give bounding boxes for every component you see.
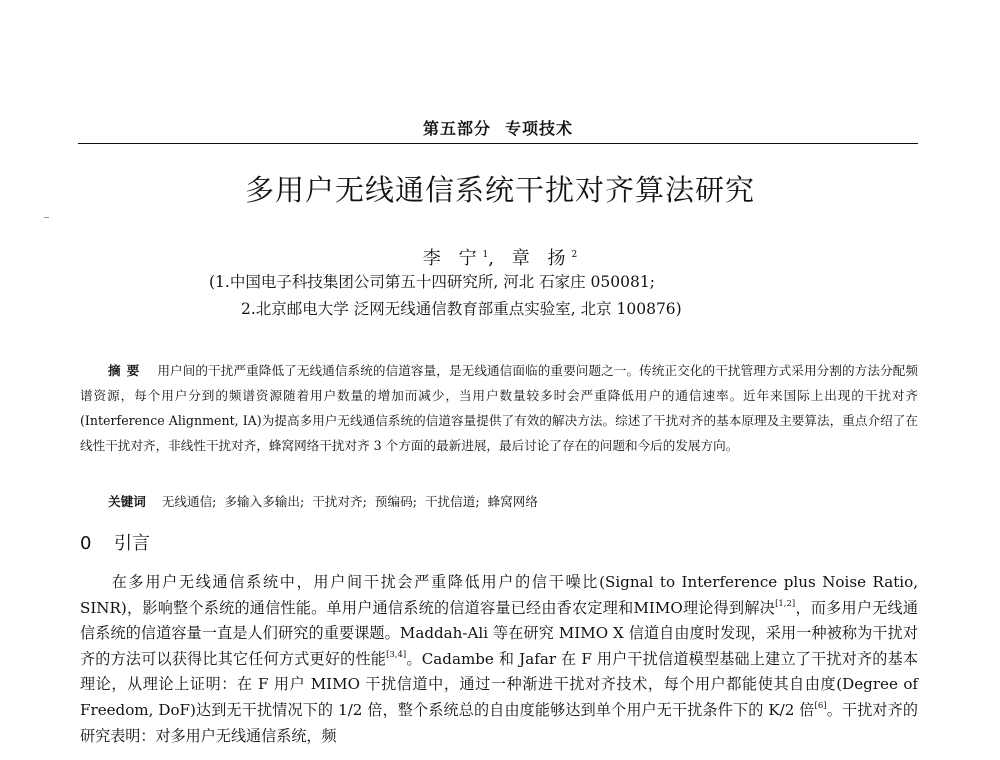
abstract: [80, 358, 918, 458]
affiliation-line: 2.北京邮电大学 泛网无线通信教育部重点实验室, 北京 100876): [241, 300, 682, 318]
section-name: 专项技术: [505, 119, 574, 138]
keyword: 无线通信;: [161, 494, 217, 509]
author-name: 李 宁: [422, 248, 483, 269]
margin-mark: [44, 217, 49, 218]
running-section-header: [78, 118, 918, 140]
abstract-text: 用户间的干扰严重降低了无线通信系统的信道容量，是无线通信面临的重要问题之一。传统正交化的干扰管理方式采用分割的方法分配频谱资源，每个用户分到的频谱资源随着用户数量的增加而减少，当用户数量较多时会严重降低用户的通信速率。近年来国际上出现的干扰对齐(Interference Alignment, IA)为提高多用户无线通信系统的信道容量提供了有效的解决方法。综述了干扰对齐的基本原理及主要算法，重点介绍了在线性干扰对齐，非线性干扰对齐，蜂窝网络干扰对齐 3 个方面的最新进展，最后讨论了存在的问题和今后的发展方向。: [80, 363, 919, 453]
paper-title: 多用户无线通信系统干扰对齐算法研究: [244, 173, 755, 207]
keyword: 蜂窝网络: [487, 494, 538, 509]
body-text-segment: 。干扰对齐的研究表明：对多用户无线通信系统，频: [80, 700, 918, 745]
author-separator: ,: [488, 248, 500, 269]
keywords-label: 关键词: [108, 494, 146, 509]
citation: [3,4]: [386, 649, 407, 660]
keywords: [80, 491, 918, 513]
section-heading: [80, 532, 150, 556]
affiliation-line: (1.中国电子科技集团公司第五十四研究所, 河北 石家庄 050081;: [209, 273, 655, 291]
author-affil-index: 2: [571, 250, 578, 260]
author-line: [80, 243, 920, 271]
keyword: 预编码;: [374, 494, 417, 509]
section-part: 第五部分: [422, 119, 491, 138]
abstract-label: 摘要: [108, 363, 146, 378]
citation: [6]: [814, 700, 827, 711]
body-text-segment: ，而多用户无线通信系统的信道容量一直是人们研究的重要课题。Maddah-Ali 等在研究 MIMO X 信道自由度时发现，采用一种被称为干扰对齐的方法可以获得比其它任何方式更好的性能: [80, 598, 918, 668]
keyword: 干扰对齐;: [312, 494, 367, 509]
keyword: 干扰信道;: [424, 494, 480, 509]
section-title: 引言: [114, 533, 150, 554]
body-text-segment: 。Cadambe 和 Jafar 在 F 用户干扰信道模型基础上建立了干扰对齐的基本理论，从理论上证明：在 F 用户 MIMO 干扰信道中，通过一种渐进干扰对齐技术，每个用户都能使其自由度(Degree of Freedom, DoF)达到无干扰情况下的 1/2 倍，整个系统总的自由度能够达到单个用户无干扰条件下的 K/2 倍: [80, 649, 918, 719]
header-rule: [78, 143, 918, 144]
author-affil-index: 1: [482, 250, 489, 260]
author-name: 章 扬: [511, 248, 572, 269]
body-paragraph: [80, 570, 918, 749]
body-text-segment: 在多用户无线通信系统中，用户间干扰会严重降低用户的信干噪比(Signal to Interference plus Noise Ratio, SINR)，影响整个系统的通信性能。单用户通信系统的信道容量已经由香农定理和MIMO理论得到解决: [80, 573, 918, 617]
citation: [1,2]: [775, 598, 796, 609]
keyword: 多输入多输出;: [224, 494, 305, 509]
section-number: 0: [80, 533, 92, 554]
